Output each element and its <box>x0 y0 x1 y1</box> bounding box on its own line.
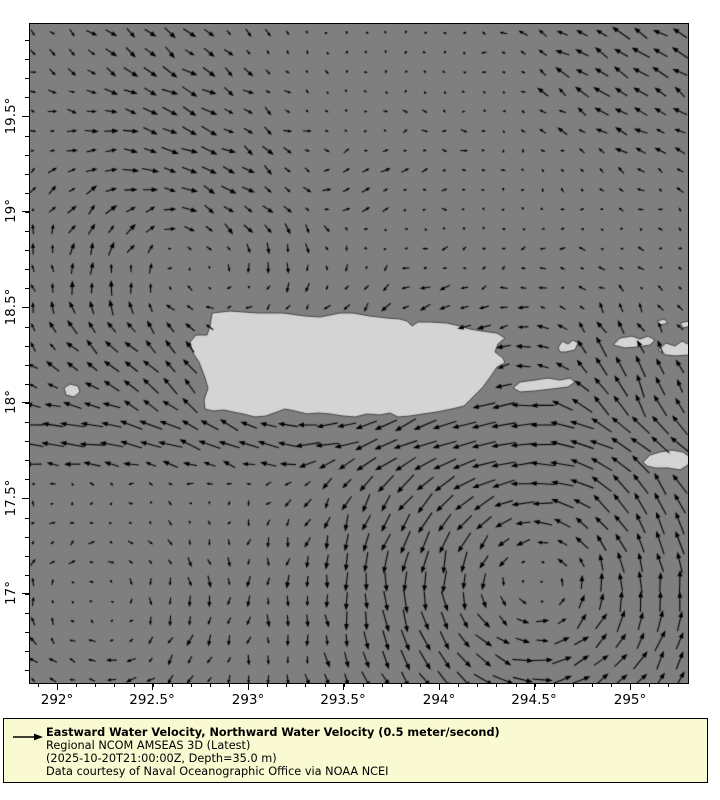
y-minor-tick <box>25 97 29 98</box>
y-minor-tick <box>25 231 29 232</box>
y-minor-tick <box>25 422 29 423</box>
x-minor-tick <box>153 683 154 687</box>
y-tick-label: 17.5° <box>3 479 19 517</box>
y-minor-tick <box>25 518 29 519</box>
y-minor-tick <box>25 193 29 194</box>
x-minor-tick <box>229 683 230 687</box>
y-major-tick <box>22 498 29 499</box>
x-minor-tick <box>477 683 478 687</box>
x-tick-label: 295° <box>613 692 647 708</box>
x-minor-tick <box>592 683 593 687</box>
y-minor-tick <box>25 632 29 633</box>
legend-courtesy-line: Data courtesy of Naval Oceanographic Office via NOAA NCEI <box>46 764 389 778</box>
x-minor-tick <box>573 683 574 687</box>
x-major-tick <box>534 683 535 690</box>
y-major-tick <box>22 593 29 594</box>
y-minor-tick <box>25 250 29 251</box>
y-minor-tick <box>25 212 29 213</box>
y-minor-tick <box>25 174 29 175</box>
y-minor-tick <box>25 594 29 595</box>
x-tick-label: 293.5° <box>320 692 366 708</box>
legend-box <box>3 718 708 783</box>
legend-model-line: Regional NCOM AMSEAS 3D (Latest) <box>46 738 251 752</box>
x-minor-tick <box>554 683 555 687</box>
x-minor-tick <box>611 683 612 687</box>
y-minor-tick <box>25 537 29 538</box>
x-major-tick <box>57 683 58 690</box>
x-tick-label: 292° <box>40 692 74 708</box>
y-tick-label: 17° <box>3 581 19 605</box>
y-minor-tick <box>25 365 29 366</box>
x-tick-label: 294.5° <box>511 692 557 708</box>
legend-text <box>46 727 500 779</box>
x-minor-tick <box>38 683 39 687</box>
y-minor-tick <box>25 59 29 60</box>
y-minor-tick <box>25 575 29 576</box>
x-minor-tick <box>363 683 364 687</box>
x-minor-tick <box>76 683 77 687</box>
x-minor-tick <box>305 683 306 687</box>
x-minor-tick <box>649 683 650 687</box>
legend-time-depth-line: (2025-10-20T21:00:00Z, Depth=35.0 m) <box>46 751 277 765</box>
x-minor-tick <box>286 683 287 687</box>
x-tick-label: 293° <box>231 692 265 708</box>
x-minor-tick <box>134 683 135 687</box>
x-minor-tick <box>668 683 669 687</box>
y-minor-tick <box>25 40 29 41</box>
y-minor-tick <box>25 441 29 442</box>
x-minor-tick <box>458 683 459 687</box>
x-tick-label: 292.5° <box>129 692 175 708</box>
y-tick-label: 18.5° <box>3 288 19 326</box>
x-minor-tick <box>325 683 326 687</box>
x-minor-tick <box>95 683 96 687</box>
y-minor-tick <box>25 651 29 652</box>
x-minor-tick <box>420 683 421 687</box>
x-minor-tick <box>496 683 497 687</box>
x-minor-tick <box>401 683 402 687</box>
y-minor-tick <box>25 136 29 137</box>
x-minor-tick <box>114 683 115 687</box>
x-minor-tick <box>535 683 536 687</box>
x-major-tick <box>630 683 631 690</box>
y-major-tick <box>22 116 29 117</box>
y-minor-tick <box>25 556 29 557</box>
x-minor-tick <box>267 683 268 687</box>
y-tick-label: 19° <box>3 199 19 223</box>
y-tick-label: 18° <box>3 390 19 414</box>
y-minor-tick <box>25 327 29 328</box>
y-minor-tick <box>25 613 29 614</box>
x-minor-tick <box>516 683 517 687</box>
map-area <box>29 23 689 684</box>
legend-title: Eastward Water Velocity, Northward Water Velocity (0.5 meter/second) <box>46 726 500 739</box>
y-minor-tick <box>25 384 29 385</box>
x-major-tick <box>343 683 344 690</box>
y-tick-label: 19.5° <box>3 97 19 135</box>
reference-arrow-icon <box>13 732 43 742</box>
x-major-tick <box>152 683 153 690</box>
x-major-tick <box>248 683 249 690</box>
x-tick-label: 294° <box>422 692 456 708</box>
y-minor-tick <box>25 460 29 461</box>
y-minor-tick <box>25 403 29 404</box>
y-minor-tick <box>25 479 29 480</box>
x-minor-tick <box>210 683 211 687</box>
x-minor-tick <box>191 683 192 687</box>
y-minor-tick <box>25 155 29 156</box>
y-major-tick <box>22 211 29 212</box>
vector-field-canvas <box>30 24 688 683</box>
y-minor-tick <box>25 670 29 671</box>
y-minor-tick <box>25 346 29 347</box>
y-minor-tick <box>25 288 29 289</box>
x-minor-tick <box>382 683 383 687</box>
y-minor-tick <box>25 269 29 270</box>
y-minor-tick <box>25 78 29 79</box>
x-minor-tick <box>344 683 345 687</box>
y-major-tick <box>22 307 29 308</box>
x-minor-tick <box>172 683 173 687</box>
x-major-tick <box>439 683 440 690</box>
y-major-tick <box>22 402 29 403</box>
